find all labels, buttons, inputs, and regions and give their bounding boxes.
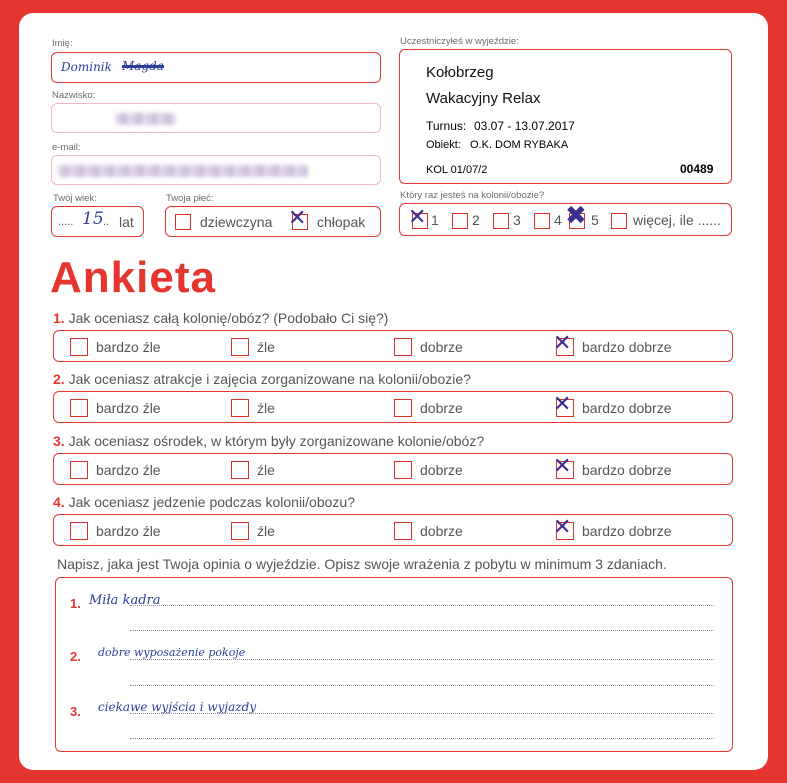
- name-field[interactable]: [51, 52, 381, 83]
- rating-checkbox[interactable]: [394, 461, 412, 479]
- name-value: Dominik: [61, 60, 112, 74]
- rating-checkbox[interactable]: [70, 522, 88, 540]
- surname-label: Nazwisko:: [52, 90, 96, 101]
- opinion-line: [130, 630, 714, 631]
- times-5-label: 5: [591, 212, 599, 228]
- rating-label: źle: [257, 339, 275, 355]
- times-label: Który raz jesteś na kolonii/obozie?: [400, 190, 545, 201]
- times-5-checkbox[interactable]: [565, 201, 587, 231]
- male-label: chłopak: [317, 214, 366, 230]
- opinion-box[interactable]: [55, 577, 733, 752]
- rating-checkbox[interactable]: [70, 461, 88, 479]
- rating-label: bardzo źle: [96, 462, 161, 478]
- trip-number: 00489: [680, 162, 714, 176]
- question-4-options: [53, 514, 733, 546]
- times-field: [399, 203, 732, 236]
- rating-label: bardzo dobrze: [582, 462, 672, 478]
- rating-label: źle: [257, 523, 275, 539]
- rating-label: dobrze: [420, 523, 463, 539]
- object-label: Obiekt:: [426, 139, 461, 151]
- question-text: Jak oceniasz jedzenie podczas kolonii/obozu?: [68, 494, 355, 510]
- age-label: Twój wiek:: [53, 193, 97, 204]
- rating-label: dobrze: [420, 339, 463, 355]
- question-text: Jak oceniasz atrakcje i zajęcia zorganizowane na kolonii/obozie?: [68, 371, 471, 387]
- male-checkbox[interactable]: [288, 206, 308, 231]
- times-3-checkbox[interactable]: [493, 213, 509, 229]
- rating-checkbox[interactable]: [231, 522, 249, 540]
- age-field[interactable]: [51, 206, 144, 237]
- opinion-prompt: Napisz, jaka jest Twoja opinia o wyjeździe. Opisz swoje wrażenia z pobytu w minimum 3 zdaniach.: [57, 556, 667, 572]
- times-3-label: 3: [513, 212, 521, 228]
- opinion-2-num: 2.: [70, 649, 81, 664]
- opinion-line: [130, 659, 714, 660]
- question-1-options: [53, 330, 733, 362]
- turnus-label: Turnus:: [426, 119, 467, 133]
- gender-label: Twoja płeć:: [166, 193, 214, 204]
- surname-field[interactable]: [51, 103, 381, 133]
- rating-label: bardzo dobrze: [582, 400, 672, 416]
- question-number: 3.: [53, 433, 65, 449]
- name-struck: Magda: [122, 59, 164, 73]
- rating-check-mark: ✕: [553, 454, 572, 479]
- rating-label: źle: [257, 462, 275, 478]
- email-label: e-mail:: [52, 142, 81, 153]
- question-number: 4.: [53, 494, 65, 510]
- rating-check-mark: ✕: [553, 515, 572, 540]
- opinion-1-num: 1.: [70, 596, 81, 611]
- times-2-label: 2: [472, 212, 480, 228]
- question-1: [53, 310, 388, 326]
- turnus-value: 03.07 - 13.07.2017: [474, 119, 575, 133]
- trip-name: Wakacyjny Relax: [426, 90, 541, 107]
- opinion-2-text: dobre wyposażenie pokoje: [98, 646, 246, 659]
- rating-label: bardzo dobrze: [582, 339, 672, 355]
- redacted-email: [58, 165, 308, 177]
- rating-checkbox[interactable]: [553, 515, 574, 540]
- question-2: [53, 371, 471, 387]
- times-5-mark: ✖: [565, 201, 587, 231]
- trip-label: Uczestniczyłeś w wyjeździe:: [400, 36, 519, 47]
- rating-label: bardzo źle: [96, 339, 161, 355]
- question-number: 2.: [53, 371, 65, 387]
- opinion-3-num: 3.: [70, 704, 81, 719]
- times-2-checkbox[interactable]: [452, 213, 468, 229]
- times-4-checkbox[interactable]: [534, 213, 550, 229]
- rating-label: bardzo źle: [96, 400, 161, 416]
- rating-checkbox[interactable]: [231, 399, 249, 417]
- times-more-label: więcej, ile ......: [633, 212, 721, 228]
- question-text: Jak oceniasz całą kolonię/obóz? (Podobało Ci się?): [68, 310, 389, 326]
- question-text: Jak oceniasz ośrodek, w którym były zorganizowane kolonie/obóz?: [68, 433, 485, 449]
- rating-checkbox[interactable]: [394, 338, 412, 356]
- rating-checkbox[interactable]: [70, 338, 88, 356]
- trip-code: KOL 01/07/2: [426, 164, 488, 176]
- times-more-checkbox[interactable]: [611, 213, 627, 229]
- survey-title: Ankieta: [50, 253, 216, 302]
- opinion-line: [130, 685, 714, 686]
- opinion-line: [130, 605, 714, 606]
- rating-check-mark: ✕: [553, 331, 572, 356]
- female-checkbox[interactable]: [175, 214, 191, 230]
- rating-checkbox[interactable]: [231, 338, 249, 356]
- rating-checkbox[interactable]: [553, 331, 574, 356]
- rating-checkbox[interactable]: [231, 461, 249, 479]
- rating-label: bardzo źle: [96, 523, 161, 539]
- rating-label: dobrze: [420, 400, 463, 416]
- opinion-1-text: Miła kadra: [89, 593, 161, 608]
- gender-field: [165, 206, 381, 237]
- opinion-line: [130, 738, 714, 739]
- question-3-options: [53, 453, 733, 485]
- rating-checkbox[interactable]: [553, 454, 574, 479]
- name-label: Imię:: [52, 38, 73, 49]
- opinion-line: [130, 713, 714, 714]
- times-1-mark: ✕: [408, 205, 427, 230]
- question-2-options: [53, 391, 733, 423]
- times-1-checkbox[interactable]: [408, 205, 428, 230]
- trip-city: Kołobrzeg: [426, 64, 494, 81]
- age-dots-right: ..: [103, 216, 110, 228]
- rating-checkbox[interactable]: [394, 522, 412, 540]
- opinion-3-text: ciekawe wyjścia i wyjazdy: [98, 700, 257, 714]
- rating-checkbox[interactable]: [70, 399, 88, 417]
- trip-box: [399, 49, 732, 184]
- object-value: O.K. DOM RYBAKA: [470, 139, 569, 151]
- rating-checkbox[interactable]: [394, 399, 412, 417]
- question-4: [53, 494, 355, 510]
- rating-label: dobrze: [420, 462, 463, 478]
- age-dots-left: .....: [58, 216, 74, 228]
- rating-checkbox[interactable]: [553, 392, 574, 417]
- rating-label: źle: [257, 400, 275, 416]
- male-check-mark: ✕: [288, 206, 307, 231]
- rating-label: bardzo dobrze: [582, 523, 672, 539]
- female-label: dziewczyna: [200, 214, 273, 230]
- email-field[interactable]: [51, 155, 381, 185]
- question-3: [53, 433, 484, 449]
- times-1-label: 1: [431, 212, 439, 228]
- question-number: 1.: [53, 310, 65, 326]
- rating-check-mark: ✕: [553, 392, 572, 417]
- times-4-label: 4: [554, 212, 562, 228]
- age-unit: lat: [119, 214, 134, 230]
- redacted-surname: [116, 113, 176, 125]
- age-value: 15: [82, 209, 104, 229]
